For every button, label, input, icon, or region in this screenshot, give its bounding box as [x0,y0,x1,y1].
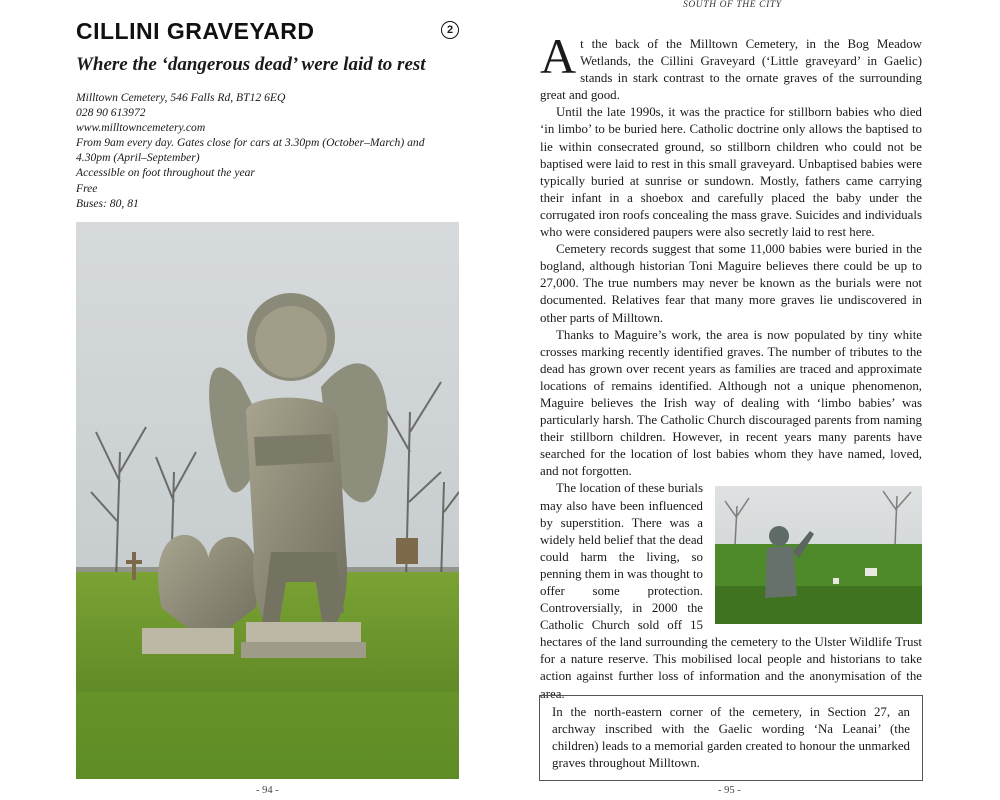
article-body [540,28,922,703]
info-price: Free [76,181,98,195]
info-buses: Buses: 80, 81 [76,196,139,210]
statue-in-grass-photo [715,486,922,624]
angel-statue-photo [76,222,459,779]
info-website: www.milltowncemetery.com [76,121,206,135]
paragraph-4: Thanks to Maguire’s work, the area is now populated by tiny white crosses marking recently identified graves. The number of tributes to the dead has grown over recent years as families are traced and approximate locations of remains identified. Although not a unique phenomenon, Maguire believes the Irish way of dealing with ‘limbo babies’ was particularly harsh. The Catholic Church discouraged parents from naming their stillborn children. However, in recent years many parents have searched for the location of lost babies whom they have named, loved, and not forgotten. [540,327,922,479]
page-number-left: - 94 - [256,785,279,796]
paragraph-1-text: t the back of the Milltown Cemetery, in the Bog Meadow Wetlands, the Cillini Graveyard (‘Little graveyard’ in Gaelic) stands in stark contrast to the ornate graves of the surrounding great and good. [540,37,922,103]
visitor-info [76,90,466,211]
drop-cap: A [540,28,577,84]
info-address: Milltown Cemetery, 546 Falls Rd, BT12 6EQ [76,91,286,104]
page-number-right: - 95 - [718,785,741,796]
page-title: CILLINI GRAVEYARD [76,18,315,44]
info-hours: From 9am every day. Gates close for cars at 3.30pm (October–March) and [76,136,425,150]
info-phone: 028 90 613972 [76,106,146,120]
paragraph-5: The location of these burials may also have been influenced by superstition. There was a widely held belief that the dead could harm the living, so penning them in was thought to offer some protection. Controversially, in 2000 the Catholic Church sold off 15 hectares of the land surrounding the cemetery to the Ulster Wildlife Trust for a nature reserve. This mobilised local people and historians to take action against further loss of information and the anonymisation of the area. [540,481,922,701]
callout-box: In the north-eastern corner of the cemetery, in Section 27, an archway inscribed with the Gaelic wording ‘Na Leanai’ (the children) leads to a memorial garden created to honour the unmarked graves throughout Milltown. [539,695,923,781]
info-hours-cont: 4.30pm (April–September) [76,151,200,165]
paragraph-1 [540,28,922,104]
paragraph-3: Cemetery records suggest that some 11,000 babies were buried in the bogland, although historian Toni Maguire believes there could be up to 27,000. The true numbers may never be known as the burials were not documented. Relatives fear that many more graves lie undiscovered in other parts of Milltown. [540,242,922,325]
paragraph-2: Until the late 1990s, it was the practice for stillborn babies who died ‘in limbo’ to be buried here. Catholic doctrine only allows the baptised to lie within consecrated ground, so stillborn children who could not be baptised were laid to rest in this small graveyard. Unbaptised babies were typically buried at sunrise or sundown. Mostly, fathers came carrying their infant in a shoebox and carefully placed the baby under the corrugated iron roofs concealing the mass grave. Suicides and individuals who were considered paupers were also secretly laid to rest here. [540,105,922,240]
info-access: Accessible on foot throughout the year [76,166,255,180]
entry-number-badge: 2 [441,21,459,39]
right-page [500,0,1000,800]
running-head: SOUTH OF THE CITY [683,0,782,10]
page-subtitle: Where the ‘dangerous dead’ were laid to rest [76,54,426,75]
